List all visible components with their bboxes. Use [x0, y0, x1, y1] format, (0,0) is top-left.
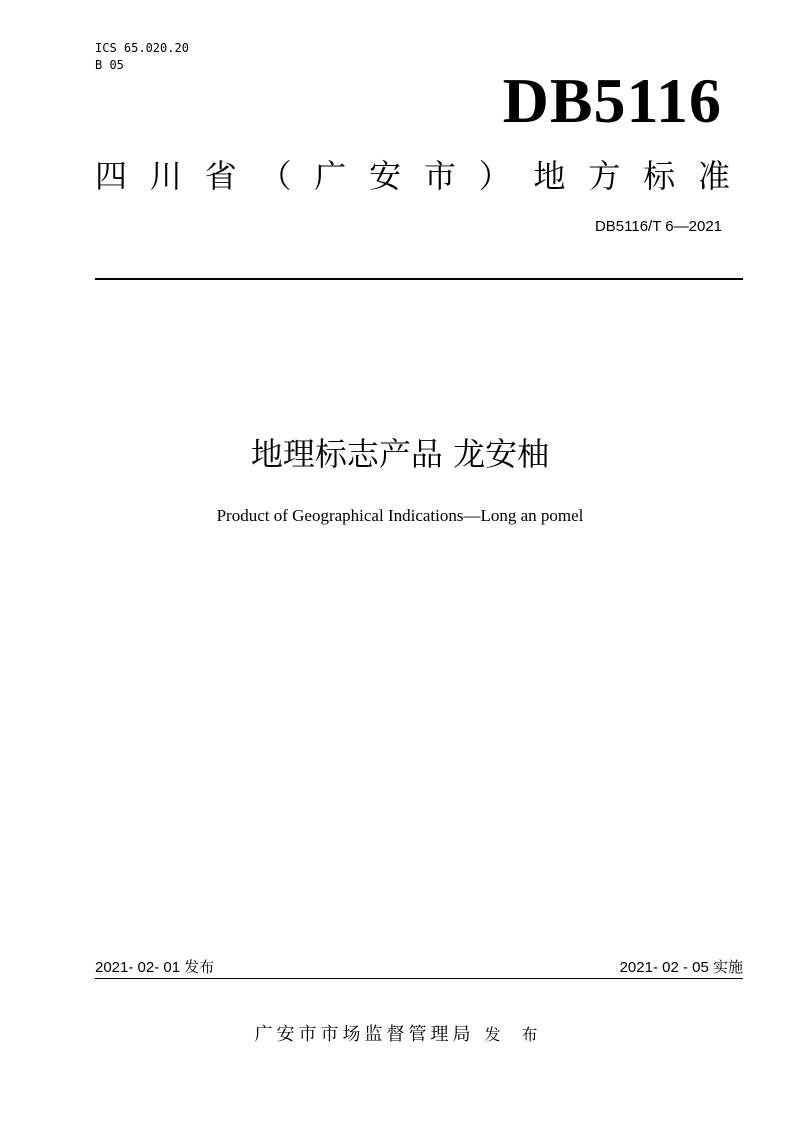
- db-code-heading: DB5116: [502, 65, 722, 136]
- issue-date: 2021- 02- 01 发布: [95, 959, 215, 976]
- standard-type-char: 广: [314, 157, 347, 195]
- standard-type-char: 市: [423, 157, 456, 195]
- ics-code: ICS 65.020.20: [95, 41, 189, 55]
- implementation-date: 2021- 02 - 05 实施: [619, 959, 743, 976]
- classification-block: [95, 40, 189, 74]
- document-title: 地理标志产品 龙安柚: [250, 435, 550, 473]
- publisher-name: 广安市市场监督管理局: [254, 1024, 475, 1045]
- publisher-line: [0, 1022, 800, 1048]
- standard-type-title: [95, 152, 730, 200]
- standard-type-char: 四: [95, 157, 128, 195]
- standard-type-char: 方: [588, 157, 621, 195]
- standard-type-char: ）: [478, 157, 511, 195]
- ccs-code: B 05: [95, 58, 124, 72]
- publisher-suffix: 发 布: [484, 1025, 546, 1044]
- footer-divider: [95, 978, 743, 979]
- standard-type-char: （: [259, 157, 292, 195]
- standard-type-char: 安: [369, 157, 402, 195]
- standard-type-char: 川: [149, 157, 182, 195]
- standard-type-char: 省: [204, 157, 237, 195]
- standard-type-char: 准: [697, 157, 730, 195]
- standard-type-char: 地: [533, 157, 566, 195]
- standard-type-char: 标: [643, 157, 676, 195]
- document-subtitle-en: Product of Geographical Indications—Long an pomel: [216, 506, 584, 525]
- header-divider: [95, 278, 743, 280]
- standard-number: DB5116/T 6—2021: [594, 218, 722, 235]
